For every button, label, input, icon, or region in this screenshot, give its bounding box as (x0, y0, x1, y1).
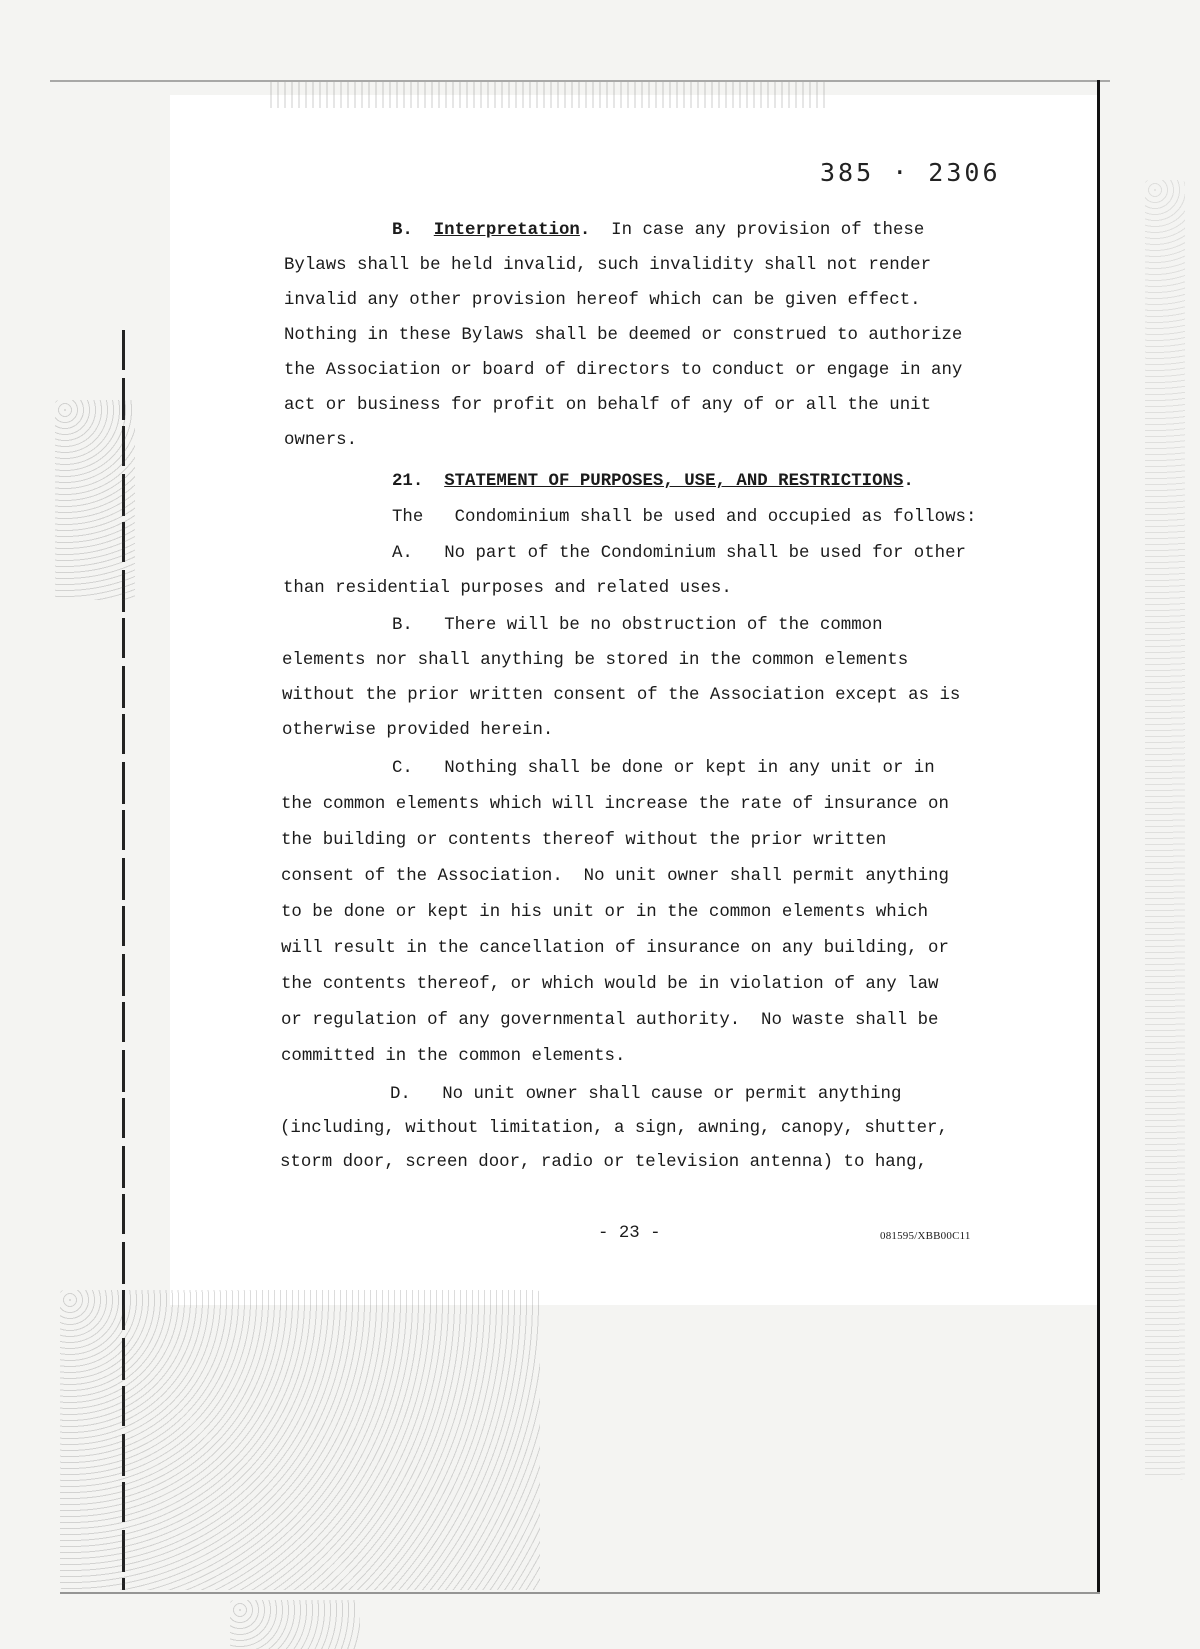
text-line: to be done or kept in his unit or in the common elements which (281, 903, 929, 922)
section-title: STATEMENT OF PURPOSES, USE, AND RESTRICTIONS (444, 472, 904, 491)
item-label: D. (390, 1085, 411, 1104)
text-line: the common elements which will increase the rate of insurance on (281, 795, 949, 814)
text-line: (including, without limitation, a sign, awning, canopy, shutter, (280, 1119, 948, 1138)
scan-speckle (230, 1600, 360, 1649)
text-line: Bylaws shall be held invalid, such invalidity shall not render (284, 256, 932, 275)
scan-speckle (55, 400, 135, 600)
page-number: - 23 - (598, 1224, 661, 1243)
item-c-first-line (392, 758, 935, 780)
document-code: 081595/XBB00C11 (880, 1230, 971, 1242)
text-line: In case any provision of these (611, 221, 925, 240)
text-line: act or business for profit on behalf of any of or all the unit (284, 396, 932, 415)
scan-top-noise (270, 82, 830, 108)
item-label: A. (392, 544, 413, 563)
text-line: storm door, screen door, radio or television antenna) to hang, (280, 1153, 928, 1172)
text-line: will result in the cancellation of insurance on any building, or (281, 939, 949, 958)
scan-bottom-edge (60, 1592, 1100, 1594)
heading-period: . (903, 472, 914, 491)
item-d-first-line (390, 1084, 901, 1106)
scan-right-edge (1097, 80, 1100, 1592)
section-intro: The Condominium shall be used and occupied as follows: (392, 508, 977, 527)
text-line: or regulation of any governmental authority. No waste shall be (281, 1011, 939, 1030)
paragraph-heading: Interpretation (433, 221, 580, 240)
text-line: Nothing in these Bylaws shall be deemed or construed to authorize (284, 326, 963, 345)
item-b-first-line (392, 615, 883, 637)
text-line: consent of the Association. No unit owner shall permit anything (281, 867, 949, 886)
text-line: the Association or board of directors to conduct or engage in any (284, 361, 963, 380)
text-line: than residential purposes and related uses. (283, 579, 732, 598)
text-line: elements nor shall anything be stored in the common elements (282, 651, 909, 670)
text-line: There will be no obstruction of the common (444, 616, 883, 635)
text-line: the contents thereof, or which would be in violation of any law (281, 975, 939, 994)
text-line: the building or contents thereof without the prior written (281, 831, 887, 850)
section-heading (392, 471, 914, 493)
text-line: without the prior written consent of the Association except as is (282, 686, 961, 705)
text-line: Nothing shall be done or kept in any unit or in (444, 759, 935, 778)
text-line: invalid any other provision hereof which can be given effect. (284, 291, 921, 310)
section-number: 21. (392, 472, 424, 491)
scan-speckle (60, 1290, 540, 1590)
text-line: No part of the Condominium shall be used for other (444, 544, 966, 563)
paragraph-b-first-line (392, 220, 924, 242)
item-a-first-line (392, 543, 966, 565)
text-line: committed in the common elements. (281, 1047, 626, 1066)
text-line: otherwise provided herein. (282, 721, 554, 740)
item-label: B. (392, 616, 413, 635)
item-label: C. (392, 759, 413, 778)
document-number: 385 · 2306 (820, 158, 1001, 187)
paragraph-label: B. (392, 221, 413, 240)
text-line: No unit owner shall cause or permit anything (442, 1085, 902, 1104)
scan-speckle (1145, 180, 1185, 1480)
heading-period: . (579, 221, 591, 240)
text-line: owners. (284, 431, 358, 450)
